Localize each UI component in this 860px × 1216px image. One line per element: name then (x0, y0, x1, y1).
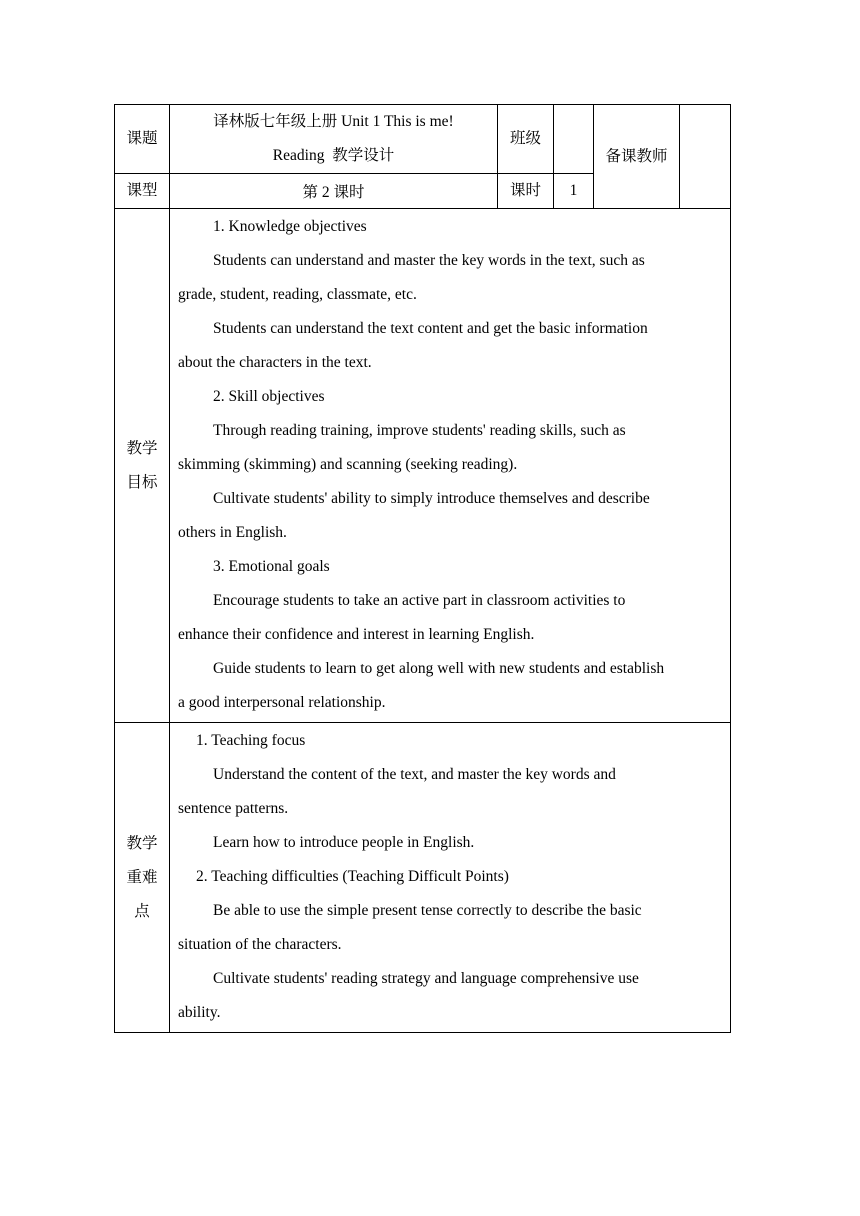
objectives-line: Students can understand and master the key words in the text, such as (213, 252, 645, 269)
key-points-line: Understand the content of the text, and master the key words and (213, 766, 616, 783)
objectives-line: others in English. (178, 524, 287, 541)
objectives-row (115, 209, 731, 723)
key-points-content (170, 723, 731, 1033)
key-points-lines (178, 724, 722, 1030)
objectives-label-line2: 目标 (126, 473, 158, 491)
objectives-line: enhance their confidence and interest in learning English. (178, 626, 535, 643)
objectives-line: skimming (skimming) and scanning (seeking reading). (178, 456, 518, 473)
topic-label: 课题 (115, 105, 170, 174)
objectives-content (170, 209, 731, 723)
objectives-line: Students can understand the text content and get the basic information (213, 320, 648, 337)
key-points-line: Be able to use the simple present tense correctly to describe the basic (213, 902, 642, 919)
key-points-label-line3: 点 (134, 902, 150, 920)
objectives-line: a good interpersonal relationship. (178, 694, 386, 711)
objectives-label (115, 209, 170, 723)
objectives-line: about the characters in the text. (178, 354, 372, 371)
header-row-topic (115, 105, 731, 174)
objectives-line: Encourage students to take an active part in classroom activities to (213, 592, 626, 609)
objectives-line: Through reading training, improve students' reading skills, such as (213, 422, 626, 439)
key-points-line: ability. (178, 1004, 221, 1021)
type-label: 课型 (115, 174, 170, 209)
key-points-line: 1. Teaching focus (196, 732, 306, 749)
teacher-label: 备课教师 (594, 105, 680, 209)
class-label: 班级 (498, 105, 554, 174)
objectives-line: 1. Knowledge objectives (213, 218, 367, 235)
topic-value (170, 105, 498, 174)
objectives-lines (178, 210, 722, 720)
lesson-plan-table (114, 104, 731, 1033)
teacher-value (680, 105, 731, 209)
key-points-line: sentence patterns. (178, 800, 289, 817)
topic-value-line2: Reading 教学设计 (272, 147, 395, 164)
type-value: 第 2 课时 (170, 174, 498, 209)
key-points-line: Cultivate students' reading strategy and language comprehensive use (213, 970, 639, 987)
period-value: 1 (554, 174, 594, 209)
key-points-line: situation of the characters. (178, 936, 342, 953)
key-points-label-line1: 教学 (126, 834, 158, 852)
key-points-line: 2. Teaching difficulties (Teaching Difficult Points) (196, 868, 509, 885)
period-label: 课时 (498, 174, 554, 209)
key-points-line: Learn how to introduce people in English. (213, 834, 475, 851)
objectives-line: Guide students to learn to get along well with new students and establish (213, 660, 665, 677)
key-points-row (115, 723, 731, 1033)
objectives-line: grade, student, reading, classmate, etc. (178, 286, 417, 303)
key-points-label-line2: 重难 (126, 868, 158, 886)
class-value (554, 105, 594, 174)
topic-value-line1: 译林版七年级上册 Unit 1 This is me! (213, 113, 454, 130)
objectives-label-line1: 教学 (126, 439, 158, 457)
objectives-line: Cultivate students' ability to simply introduce themselves and describe (213, 490, 650, 507)
objectives-line: 3. Emotional goals (213, 558, 330, 575)
key-points-label (115, 723, 170, 1033)
objectives-line: 2. Skill objectives (213, 388, 325, 405)
